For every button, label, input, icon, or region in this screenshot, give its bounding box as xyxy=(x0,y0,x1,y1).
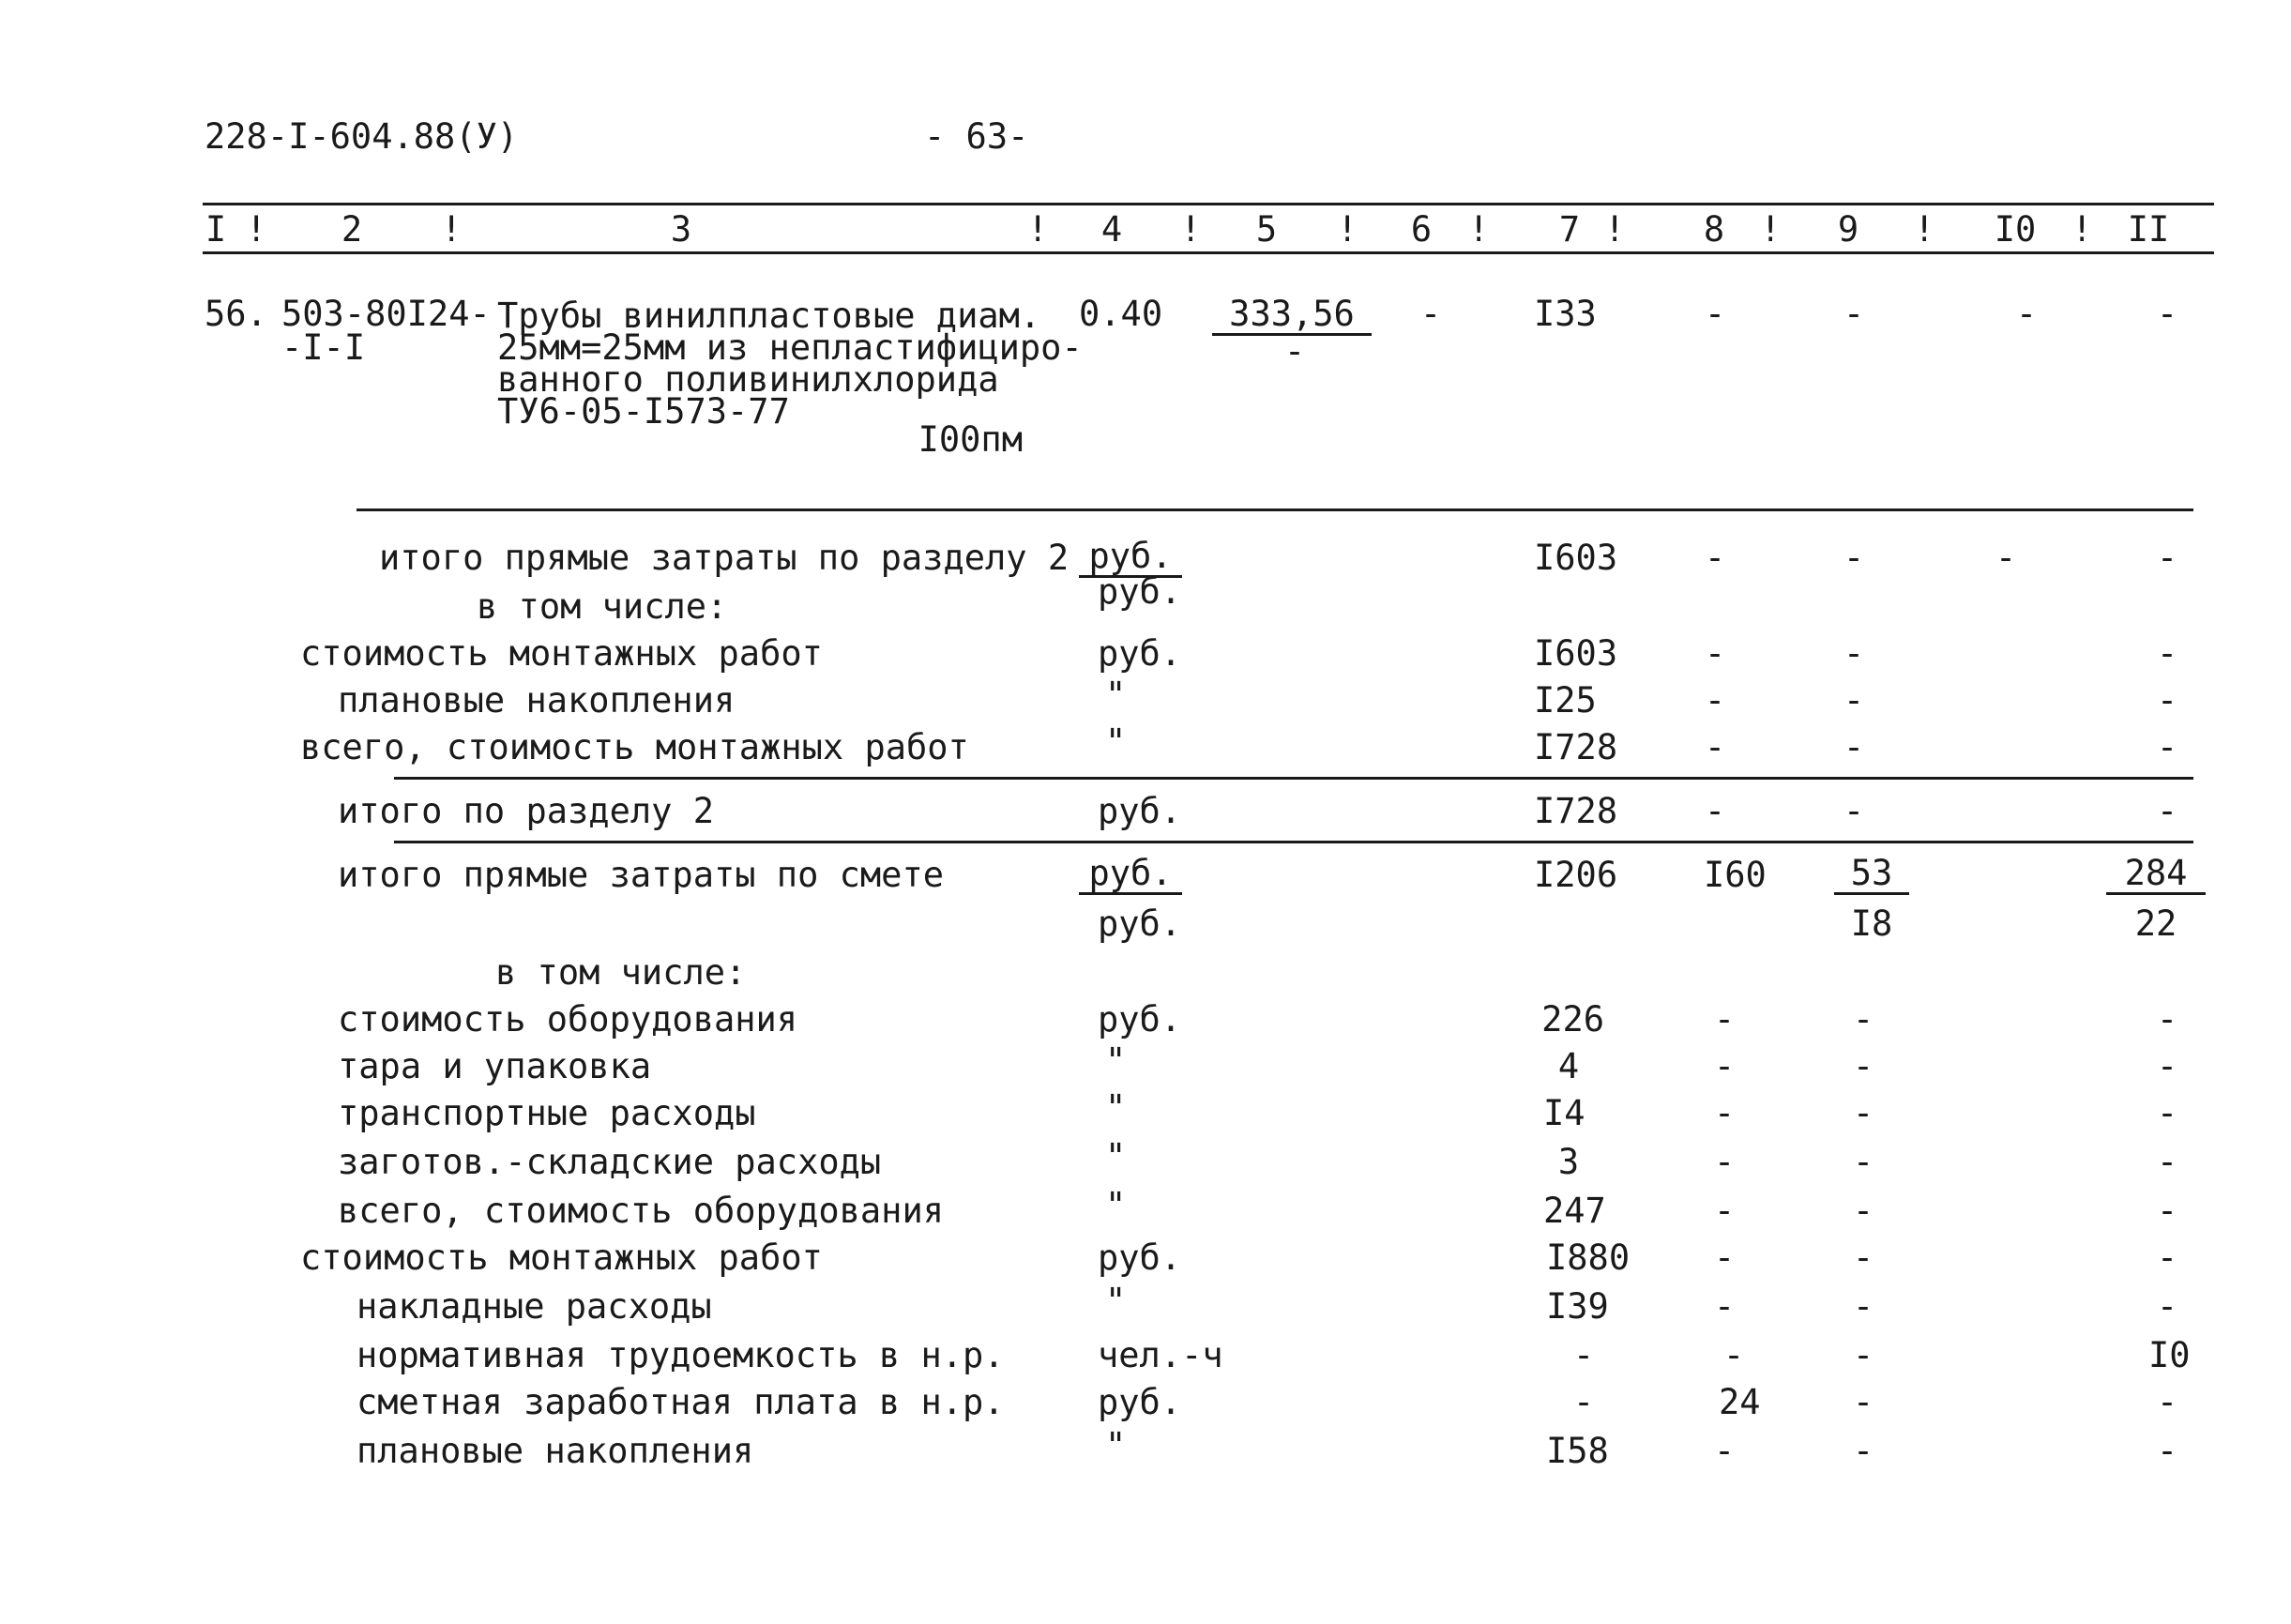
col-separator: ! xyxy=(2071,209,2093,250)
estimate-row-col7: I4 xyxy=(1543,1093,1585,1133)
estimate-row-label: всего, стоимость оборудования xyxy=(338,1191,945,1231)
col-header-4: 4 xyxy=(1100,209,1123,250)
col-separator: ! xyxy=(1180,209,1202,250)
section-direct-col8: - xyxy=(1704,538,1726,578)
estimate-row-label: нормативная трудоемкость в н.р. xyxy=(357,1335,1005,1375)
estimate-row-col8: - xyxy=(1713,1142,1736,1182)
col-separator: ! xyxy=(246,209,267,250)
section-mont-col9: - xyxy=(1843,633,1865,674)
estimate-col8: I60 xyxy=(1704,855,1767,895)
col-header-9: 9 xyxy=(1837,209,1859,250)
section-mont-col11: - xyxy=(2156,633,2178,674)
estimate-row-unit: " xyxy=(1105,1185,1127,1225)
estimate-row-col7: 3 xyxy=(1557,1142,1580,1182)
estimate-row-col9: - xyxy=(1852,1382,1874,1422)
item-col5: 333,56 xyxy=(1212,296,1372,336)
section-total-unit: руб. xyxy=(1098,791,1182,831)
section-all-col8: - xyxy=(1704,727,1726,767)
col-header-8: 8 xyxy=(1703,209,1725,250)
header-top-rule xyxy=(203,203,2214,205)
estimate-row-col9: - xyxy=(1852,1237,1874,1278)
section-total-col9: - xyxy=(1843,791,1865,831)
section-direct-col7: I603 xyxy=(1534,538,1618,578)
page-number: - 63- xyxy=(924,116,1029,157)
estimate-row-unit: руб. xyxy=(1098,1382,1182,1422)
col-separator: ! xyxy=(1604,209,1626,250)
col-header-3: 3 xyxy=(670,209,692,250)
estimate-row-col8: - xyxy=(1713,999,1736,1040)
section-all-label: всего, стоимость монтажных работ xyxy=(300,727,969,767)
estimate-row-col9: - xyxy=(1852,1431,1874,1471)
estimate-row-col7: I39 xyxy=(1546,1286,1609,1327)
estimate-row-unit: " xyxy=(1105,1136,1127,1176)
estimate-row-col11: - xyxy=(2156,1191,2178,1231)
section-total-bottom-rule xyxy=(394,841,2193,843)
document-code: 228-I-604.88(У) xyxy=(205,116,519,157)
estimate-row-col8: - xyxy=(1713,1191,1736,1231)
estimate-row-col8: - xyxy=(1713,1237,1736,1278)
estimate-row-col7: - xyxy=(1572,1335,1595,1375)
section-all-col9: - xyxy=(1843,727,1865,767)
section-direct-col9: - xyxy=(1843,538,1865,578)
item-col6: - xyxy=(1419,294,1442,334)
estimate-row-label: сметная заработная плата в н.р. xyxy=(357,1382,1005,1422)
estimate-row-col9: - xyxy=(1852,1335,1874,1375)
section-plan-col8: - xyxy=(1704,680,1726,721)
estimate-including: в том числе: xyxy=(495,952,747,993)
section-plan-col9: - xyxy=(1843,680,1865,721)
estimate-row-col11: - xyxy=(2156,1093,2178,1133)
col-header-5: 5 xyxy=(1255,209,1278,250)
estimate-row-label: стоимость оборудования xyxy=(338,999,798,1040)
section-direct-label: итого прямые затраты по разделу 2 xyxy=(379,538,1070,578)
estimate-row-col7: I58 xyxy=(1546,1431,1609,1471)
estimate-row-col9: - xyxy=(1852,1142,1874,1182)
section-plan-col11: - xyxy=(2156,680,2178,721)
item-col5-below: - xyxy=(1283,331,1306,372)
col-header-11: II xyxy=(2127,209,2170,250)
estimate-col9-top: 53 xyxy=(1834,856,1909,895)
section-total-top-rule xyxy=(394,777,2193,780)
estimate-row-col11: - xyxy=(2156,1046,2178,1086)
section-mont-label: стоимость монтажных работ xyxy=(300,633,823,674)
estimate-row-label: транспортные расходы xyxy=(338,1093,756,1133)
estimate-row-col7: I880 xyxy=(1546,1237,1631,1278)
col-separator: ! xyxy=(1337,209,1358,250)
estimate-row-unit: чел.-ч xyxy=(1098,1335,1223,1375)
estimate-row-label: заготов.-складские расходы xyxy=(338,1142,882,1182)
estimate-row-label: тара и упаковка xyxy=(338,1046,652,1086)
estimate-row-col9: - xyxy=(1852,1286,1874,1327)
estimate-col11-bottom: 22 xyxy=(2134,903,2177,944)
estimate-row-col11: - xyxy=(2156,1431,2178,1471)
section-mont-col8: - xyxy=(1704,633,1726,674)
estimate-row-label: плановые накопления xyxy=(357,1431,754,1471)
item-unit: I00пм xyxy=(918,419,1023,460)
estimate-direct-label: итого прямые затраты по смете xyxy=(338,855,945,895)
estimate-row-col11: - xyxy=(2156,1237,2178,1278)
item-number: 56. xyxy=(205,294,267,334)
estimate-row-col7: 4 xyxy=(1557,1046,1580,1086)
item-col8: - xyxy=(1704,294,1726,334)
item-description-line: ванного поливинилхлорида xyxy=(497,359,999,400)
item-description-line: 25мм=25мм из непластифициро- xyxy=(497,327,1083,368)
col-header-10: I0 xyxy=(1994,209,2037,250)
section-plan-unit: " xyxy=(1105,675,1127,715)
estimate-row-col7: 226 xyxy=(1541,999,1604,1040)
estimate-row-col11: - xyxy=(2156,1382,2178,1422)
item-col10: - xyxy=(2015,294,2038,334)
estimate-row-unit: " xyxy=(1105,1425,1127,1465)
header-bottom-rule xyxy=(203,251,2214,254)
estimate-row-col8: 24 xyxy=(1719,1382,1761,1422)
col-separator: ! xyxy=(1027,209,1049,250)
estimate-row-col11: - xyxy=(2156,999,2178,1040)
col-header-6: 6 xyxy=(1410,209,1433,250)
estimate-unit-top: руб. xyxy=(1079,856,1182,895)
item-code-suffix: -I-I xyxy=(281,327,366,368)
section-mont-col7: I603 xyxy=(1534,633,1618,674)
col-header-1: I xyxy=(205,209,227,250)
estimate-row-unit: руб. xyxy=(1098,999,1182,1040)
section-plan-col7: I25 xyxy=(1534,680,1597,721)
estimate-row-col11: I0 xyxy=(2148,1335,2191,1375)
estimate-row-label: стоимость монтажных работ xyxy=(300,1237,823,1278)
section-direct-unit-top: руб. xyxy=(1079,539,1182,578)
section-direct-col11: - xyxy=(2156,538,2178,578)
estimate-row-col9: - xyxy=(1852,1046,1874,1086)
estimate-row-col9: - xyxy=(1852,1093,1874,1133)
col-header-2: 2 xyxy=(341,209,363,250)
estimate-row-label: накладные расходы xyxy=(357,1286,712,1327)
section-total-label: итого по разделу 2 xyxy=(338,791,714,831)
estimate-row-col9: - xyxy=(1852,1191,1874,1231)
col-separator: ! xyxy=(1760,209,1782,250)
estimate-row-col11: - xyxy=(2156,1142,2178,1182)
estimate-row-col8: - xyxy=(1713,1286,1736,1327)
item-col11: - xyxy=(2156,294,2178,334)
estimate-col7: I206 xyxy=(1534,855,1618,895)
col-separator: ! xyxy=(1468,209,1490,250)
estimate-row-unit: " xyxy=(1105,1281,1127,1321)
estimate-row-col8: - xyxy=(1713,1093,1736,1133)
section-direct-unit-bottom: руб. xyxy=(1098,571,1182,612)
estimate-col11-top: 284 xyxy=(2106,856,2206,895)
item-code: 503-80I24- xyxy=(281,294,491,334)
estimate-unit-bottom: руб. xyxy=(1098,903,1182,944)
col-separator: ! xyxy=(441,209,463,250)
item-description-line: ТУ6-05-I573-77 xyxy=(497,391,790,432)
section-all-unit: " xyxy=(1105,721,1127,762)
section-total-col8: - xyxy=(1704,791,1726,831)
item-col7: I33 xyxy=(1534,294,1597,334)
item-col4: 0.40 xyxy=(1079,294,1163,334)
section-mont-unit: руб. xyxy=(1098,633,1182,674)
col-separator: ! xyxy=(1914,209,1935,250)
section-all-col11: - xyxy=(2156,727,2178,767)
estimate-row-col9: - xyxy=(1852,999,1874,1040)
estimate-row-col11: - xyxy=(2156,1286,2178,1327)
estimate-row-unit: руб. xyxy=(1098,1237,1182,1278)
estimate-row-col8: - xyxy=(1713,1046,1736,1086)
section-all-col7: I728 xyxy=(1534,727,1618,767)
estimate-col9-bottom: I8 xyxy=(1850,903,1893,944)
section-total-col7: I728 xyxy=(1534,791,1618,831)
estimate-row-unit: " xyxy=(1105,1087,1127,1128)
estimate-row-col8: - xyxy=(1713,1431,1736,1471)
estimate-row-col7: - xyxy=(1572,1382,1595,1422)
estimate-row-unit: " xyxy=(1105,1040,1127,1081)
section-rule xyxy=(357,508,2193,511)
section-plan-label: плановые накопления xyxy=(338,680,736,721)
item-description-line: Трубы винилпластовые диам. xyxy=(497,296,1041,336)
section-including: в том числе: xyxy=(477,586,728,627)
estimate-row-col8: - xyxy=(1722,1335,1745,1375)
item-col9: - xyxy=(1843,294,1865,334)
section-total-col11: - xyxy=(2156,791,2178,831)
estimate-row-col7: 247 xyxy=(1543,1191,1606,1231)
col-header-7: 7 xyxy=(1558,209,1581,250)
section-direct-col10: - xyxy=(1995,538,2017,578)
